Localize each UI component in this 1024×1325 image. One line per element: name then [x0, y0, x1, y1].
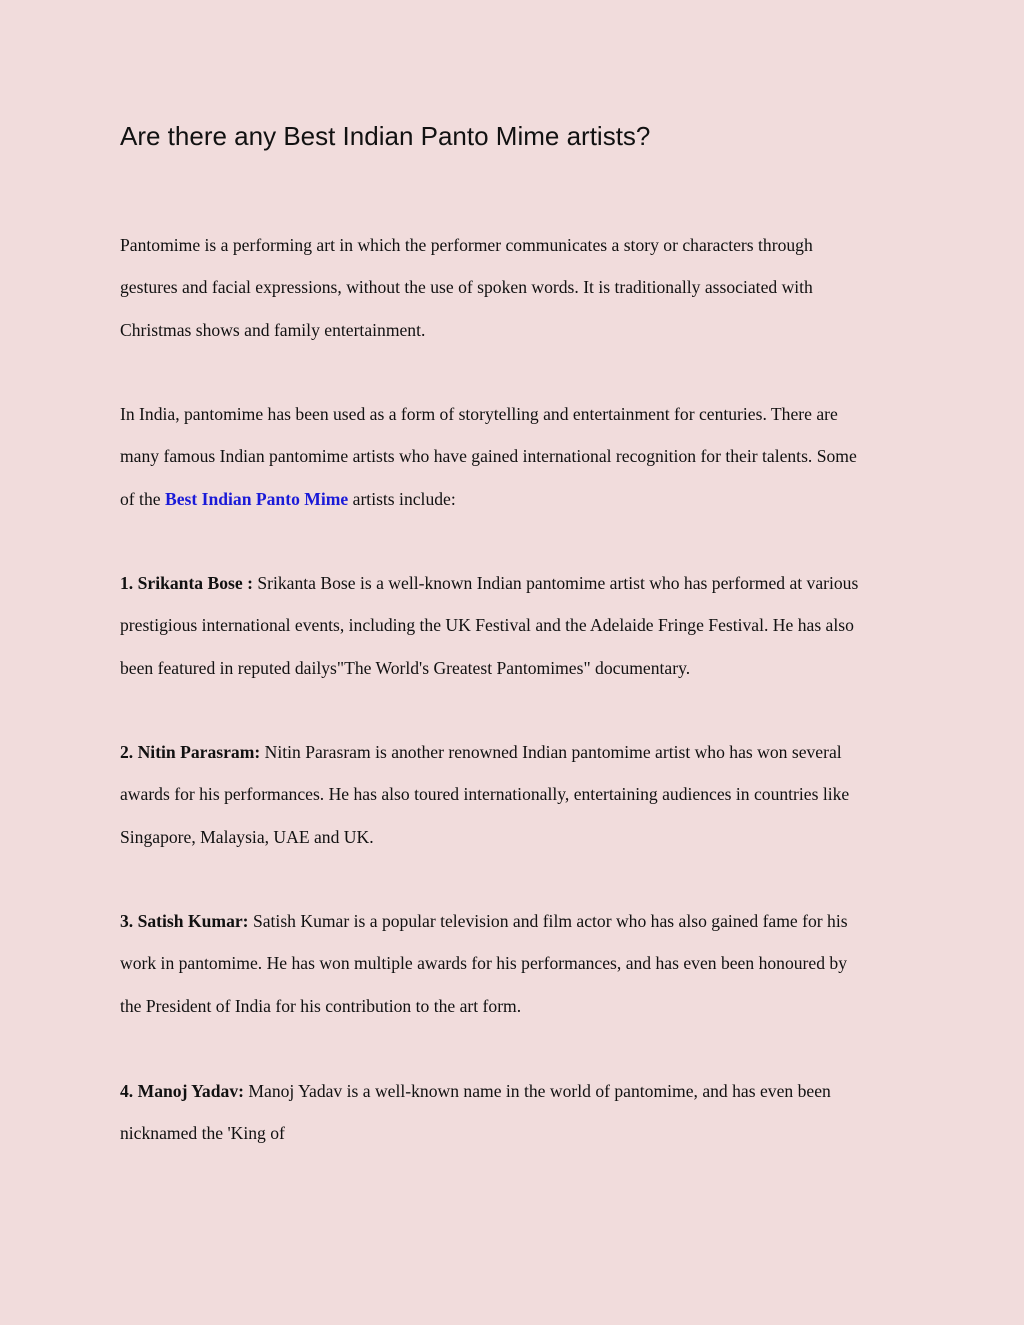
artist-paragraph-srikanta-bose [120, 562, 900, 689]
india-last-suffix: artists include: [348, 488, 456, 509]
artist-paragraph-satish-kumar [120, 900, 900, 1027]
artist-line: prestigious international events, including the UK Festival and the Adelaide Fringe Festival. He has also [120, 615, 854, 636]
artist-line: Singapore, Malaysia, UAE and UK. [120, 826, 374, 847]
artist-paragraph-nitin-parasram [120, 731, 900, 858]
artist-line: work in pantomime. He has won multiple awards for his performances, and has even been honoured by [120, 953, 848, 974]
india-line: In India, pantomime has been used as a form of storytelling and entertainment for centuries. There are [120, 404, 838, 424]
artist-heading: 3. Satish Kumar: [120, 911, 249, 931]
artist-line: the President of India for his contribution to the art form. [120, 995, 522, 1016]
india-paragraph [120, 393, 900, 520]
india-last-prefix: of the [120, 488, 165, 509]
artist-heading: 1. Srikanta Bose : [120, 573, 253, 593]
artist-description: Satish Kumar is a popular television and film actor who has also gained fame for his [248, 911, 848, 931]
page-title: Are there any Best Indian Panto Mime artists? [120, 121, 651, 151]
artist-description: Manoj Yadav is a well-known name in the world of pantomime, and has even been [243, 1081, 831, 1101]
artist-paragraph-manoj-yadav [120, 1070, 900, 1155]
intro-paragraph [120, 224, 900, 351]
artist-description: Nitin Parasram is another renowned Indian pantomime artist who has won several [260, 742, 842, 762]
intro-line: Christmas shows and family entertainment. [120, 319, 426, 340]
best-indian-panto-mime-link[interactable]: Best Indian Panto Mime [164, 488, 349, 509]
intro-line: gestures and facial expressions, without the use of spoken words. It is traditionally associated with [120, 277, 813, 298]
artist-line: been featured in reputed dailys"The World's Greatest Pantomimes" documentary. [120, 657, 691, 678]
artist-heading: 2. Nitin Parasram: [120, 742, 261, 762]
artist-description: Srikanta Bose is a well-known Indian pantomime artist who has performed at various [252, 573, 859, 593]
artist-first-line [120, 562, 900, 604]
intro-line: Pantomime is a performing art in which the performer communicates a story or characters through [120, 235, 813, 255]
artist-heading: 4. Manoj Yadav: [120, 1081, 244, 1101]
artist-first-line [120, 1070, 900, 1112]
india-line: many famous Indian pantomime artists who have gained international recognition for their talents. Some [120, 446, 857, 467]
india-last-line [120, 478, 900, 520]
artist-line: nicknamed the 'King of [120, 1123, 285, 1144]
artist-first-line [120, 731, 900, 773]
artist-line: awards for his performances. He has also toured internationally, entertaining audiences in countries like [120, 784, 850, 805]
artist-first-line [120, 900, 900, 942]
